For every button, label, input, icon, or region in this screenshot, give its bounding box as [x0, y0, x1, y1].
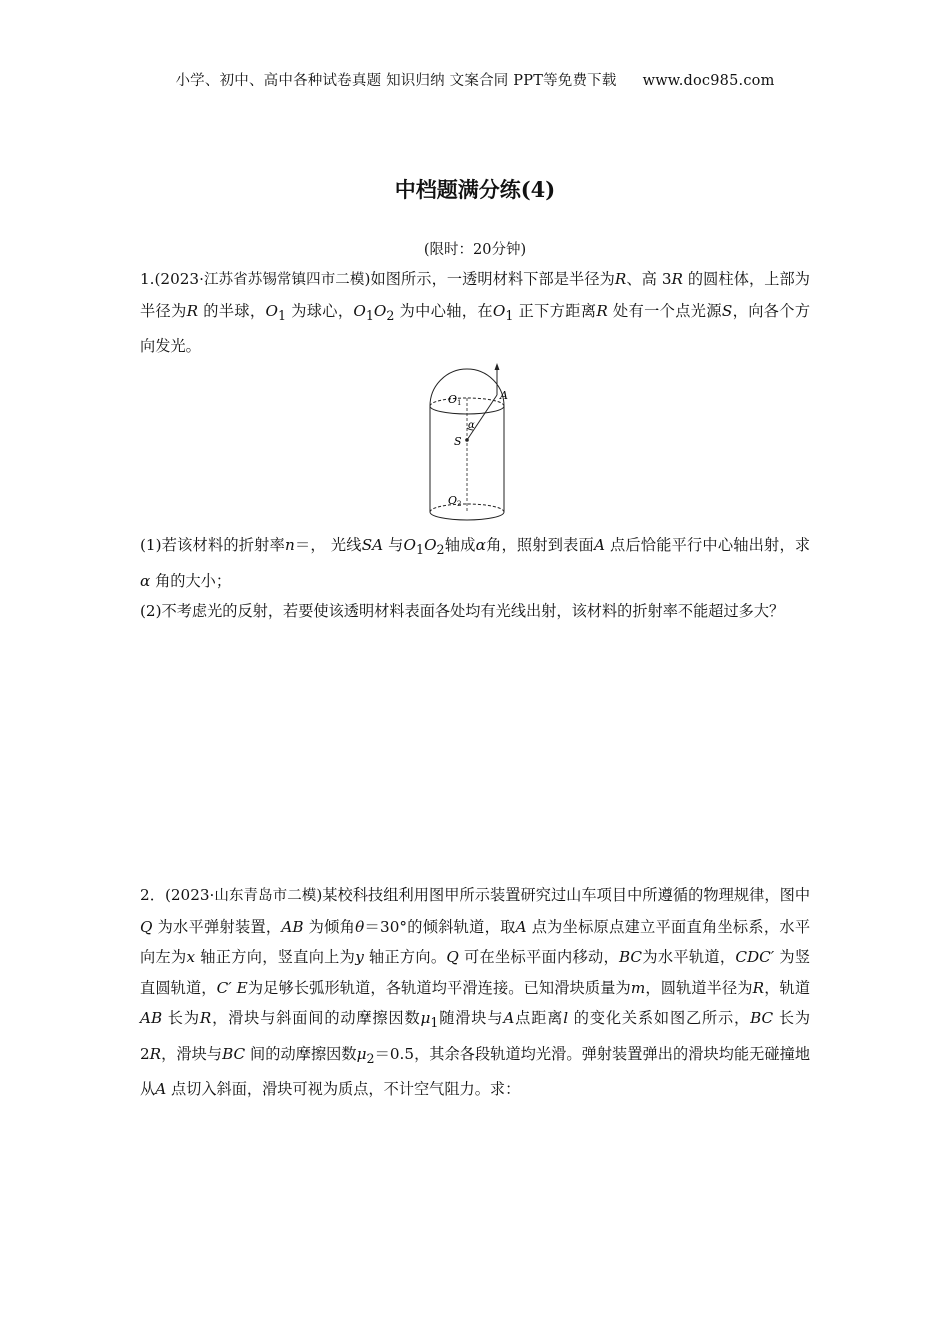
arrowhead [495, 363, 500, 370]
q1-text: 为球心， [286, 301, 354, 320]
q2-text: 为足够长弧形轨道，各轨道均平滑连接。已知滑块质量为 [247, 978, 631, 997]
bottom-ellipse-front [430, 512, 504, 520]
q1p1-text: (1)若该材料的折射率 [140, 536, 285, 554]
page-title: 中档题满分练(4) [394, 177, 556, 202]
var-mu: μ [356, 1044, 367, 1063]
header-text: 小学、初中、高中各种试卷真题 知识归纳 文案合同 PPT等免费下载 [175, 73, 617, 89]
var-R: R [614, 270, 627, 288]
q1p1-text: 角的大小； [150, 571, 232, 590]
var-O: O [373, 301, 387, 320]
q2-text: 间的动摩擦因数 [245, 1044, 357, 1063]
var-CE: C′ E [216, 978, 248, 997]
var-Q: Q [446, 948, 459, 966]
q2-text: 为竖直圆轨道， [140, 948, 811, 997]
var-R: R [186, 301, 199, 320]
var-AB: AB [281, 917, 304, 936]
q2-text: ，圆轨道半径为 [645, 978, 753, 997]
var-theta: θ [355, 917, 365, 936]
subscript: 1 [416, 542, 425, 558]
subscript: 2 [436, 542, 445, 558]
q1-text: 为中心轴，在 [394, 301, 493, 320]
var-AB: AB [140, 1009, 163, 1027]
q1-text: 如图所示，一透明材料下部是半径为 [370, 270, 615, 288]
var-O: O [403, 536, 416, 554]
q2-source-post: ) [316, 886, 323, 904]
subscript: 1 [505, 307, 514, 323]
q1p1-text: ＝， 光线 [294, 536, 362, 554]
q2-source-place: 山东青岛市二模 [214, 888, 317, 904]
var-alpha: α [475, 536, 486, 554]
q2-source-pre: (2023· [164, 886, 215, 904]
var-A: A [155, 1080, 167, 1099]
q2-text: ＝0.5，其余各段轨道均光滑。弹射装置弹出的滑块均能无碰撞地从 [140, 1044, 811, 1099]
label-O2: O2 [448, 494, 462, 508]
var-S: S [721, 301, 733, 320]
var-R: R [149, 1044, 162, 1063]
q2-text: 为水平弹射装置， [152, 917, 282, 936]
var-SA: SA [361, 536, 384, 554]
var-R: R [671, 270, 683, 288]
var-O: O [265, 301, 278, 320]
q2-text: 随滑块与 [438, 1009, 504, 1027]
q2-number: 2． [140, 886, 165, 904]
var-y: y [355, 948, 364, 966]
q2-text: 的变化关系如图乙所示， [568, 1009, 751, 1027]
q1p1-text: 点后恰能平行中心轴出射，求 [604, 536, 811, 554]
label-A: A [500, 389, 508, 402]
q1-text: ，向各个方向发光。 [140, 301, 811, 356]
q2-text: ，滑块与斜面间的动摩擦因数 [211, 1009, 421, 1027]
subscript: 1 [430, 1015, 439, 1031]
q2-text: ，滑块与 [161, 1044, 223, 1063]
subscript: 2 [366, 1050, 375, 1066]
q2-text: 点距离 [514, 1009, 564, 1027]
var-A: A [515, 917, 527, 936]
ray-SA [467, 395, 497, 440]
label-O1: O1 [448, 393, 462, 407]
q1-text: 、高 3 [626, 270, 672, 288]
var-A: A [593, 536, 605, 554]
q2-text: 为倾角 [303, 917, 356, 936]
q2-text: 某校科技组利用图甲所示装置研究过山车项目中所遵循的物理规律，图中 [322, 886, 810, 904]
page-header [0, 69, 950, 90]
subscript: 1 [365, 307, 374, 323]
q2-text: 为水平轨道， [642, 948, 736, 966]
q1-text: 的半球， [198, 301, 266, 320]
q2-text: ，轨道 [764, 978, 811, 997]
var-O: O [424, 536, 437, 554]
q1p1-text: 与 [383, 536, 404, 554]
var-Q: Q [140, 917, 153, 936]
q1-part-1 [140, 530, 810, 596]
var-n: n [285, 536, 295, 554]
cylinder-figure [420, 362, 540, 532]
q2-text: 长为 2 [140, 1009, 811, 1063]
var-mu: μ [420, 1009, 431, 1027]
q2-text: ＝30°的倾斜轨道，取 [364, 917, 516, 936]
q1p1-text: 角，照射到表面 [485, 536, 594, 554]
var-A: A [503, 1009, 515, 1027]
var-l: l [563, 1009, 569, 1027]
question-2 [140, 880, 810, 1105]
var-m: m [630, 978, 646, 997]
var-BC: BC [750, 1009, 774, 1027]
q1-source-post: ) [364, 270, 371, 288]
q1p1-text: 轴成 [444, 536, 476, 554]
var-R: R [199, 1009, 212, 1027]
light-source-point [465, 438, 469, 442]
var-x: x [186, 948, 196, 966]
subscript: 2 [386, 307, 395, 323]
var-alpha: α [140, 571, 151, 590]
q1-text: 的圆柱体，上部为半径为 [140, 270, 810, 320]
label-S: S [454, 435, 462, 448]
question-1-parts [140, 530, 810, 627]
var-O: O [353, 301, 366, 320]
var-R: R [752, 978, 765, 997]
q2-text: 点为坐标原点建立平面直角坐标系，水平向左为 [140, 917, 811, 966]
q1-part-2: (2)不考虑光的反射，若要使该透明材料表面各处均有光线出射，该材料的折射率不能超过多大？ [140, 602, 785, 621]
label-alpha: α [468, 420, 475, 431]
var-BC: BC [618, 948, 643, 966]
q1-source-place: 江苏省苏锡常镇四市二模 [203, 272, 365, 288]
var-O: O [492, 301, 506, 320]
header-site: www.doc985.com [642, 73, 775, 89]
q2-text: 长为 [162, 1009, 200, 1027]
q2-text: 点切入斜面，滑块可视为质点，不计空气阻力。求： [166, 1080, 521, 1099]
var-R: R [596, 301, 608, 320]
q1-text: 处有一个点光源 [607, 301, 722, 320]
q1-source-pre: (2023· [154, 270, 204, 288]
var-CDC: CDC′ [735, 948, 775, 966]
subscript: 1 [277, 307, 286, 323]
var-BC: BC [222, 1044, 246, 1063]
q2-text: 可在坐标平面内移动， [458, 948, 619, 966]
q2-text: 轴正方向。 [363, 948, 447, 966]
time-limit: (限时：20分钟) [423, 242, 527, 258]
question-1 [140, 264, 810, 362]
q2-text: 轴正方向，竖直向上为 [195, 948, 356, 966]
q1-text: 正下方距离 [513, 301, 597, 320]
q1-number: 1. [140, 270, 155, 288]
